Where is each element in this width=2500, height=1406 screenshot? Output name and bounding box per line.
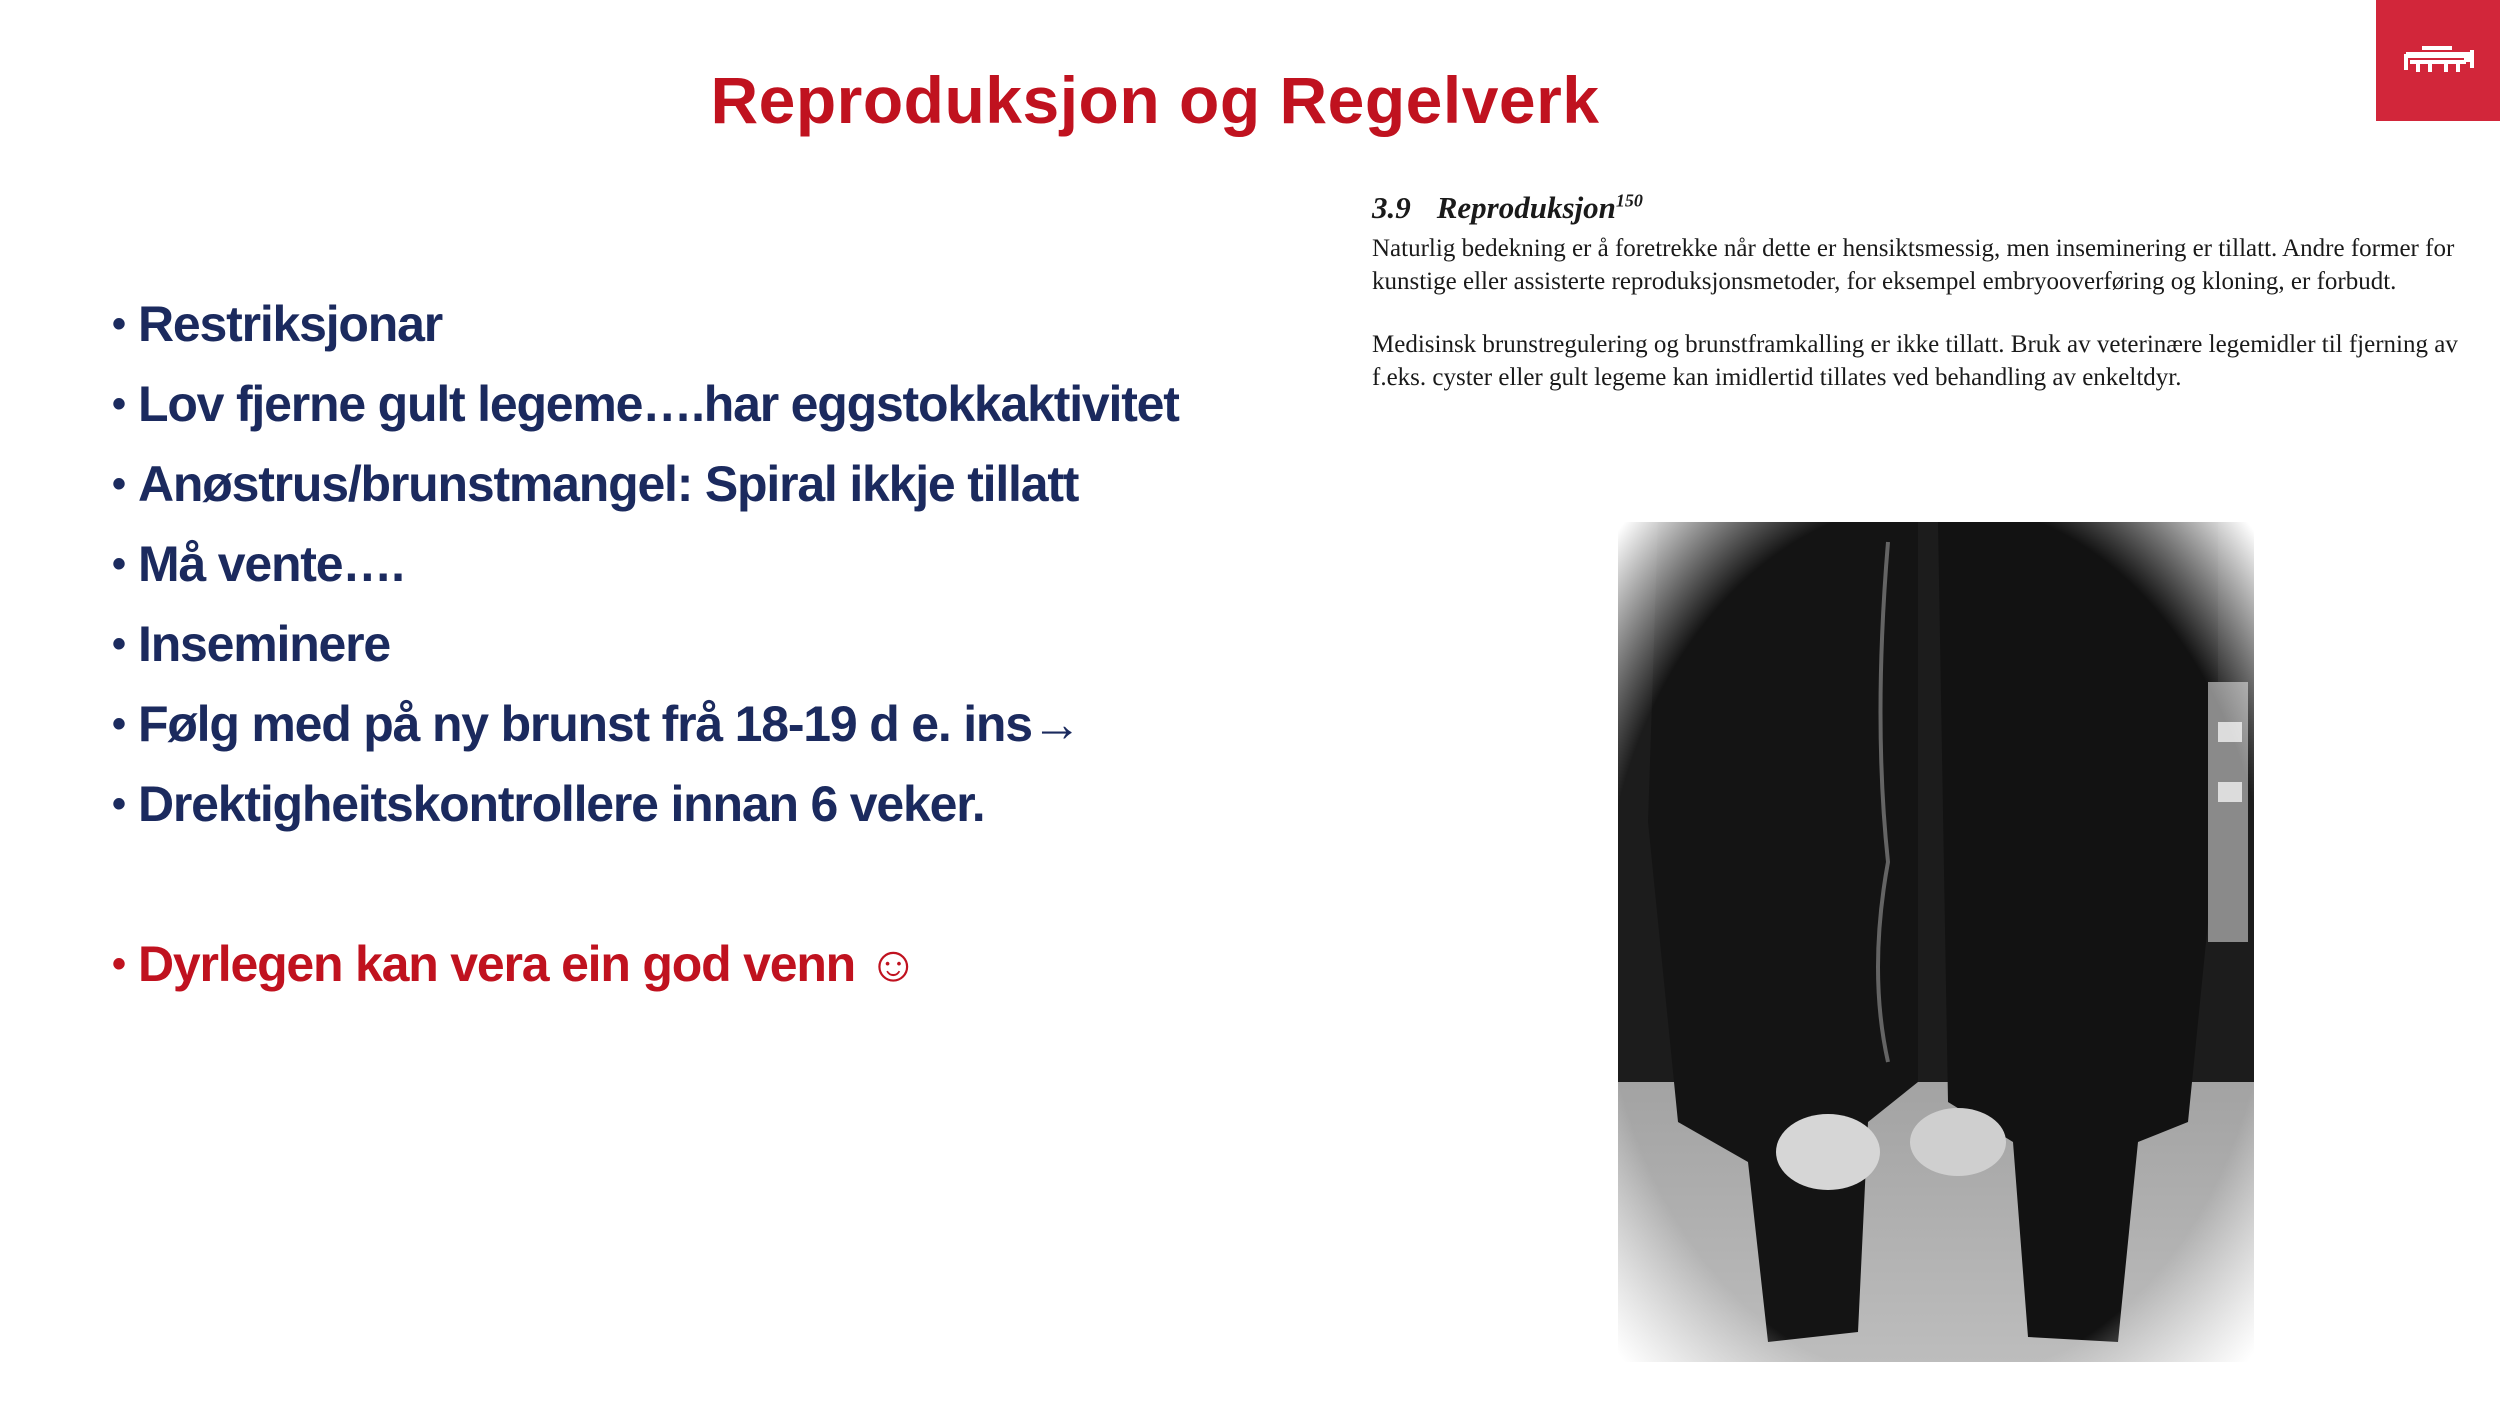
bullet-item [112, 292, 1179, 372]
section-title: Reproduksjon [1436, 190, 1616, 225]
bullet-item [112, 532, 1179, 612]
bullet-text: Restriksjonar [138, 296, 442, 352]
slide-title: Reproduksjon og Regelverk [710, 63, 1600, 137]
bullet-text: Inseminere [138, 616, 391, 672]
bullet-dot: • [112, 622, 125, 666]
bullet-text: Følg med på ny brunst frå 18-19 d e. ins→ [138, 696, 1081, 752]
excerpt-paragraph: Naturlig bedekning er å foretrekke når dette er hensiktsmessig, men inseminering er tillatt. Andre former for kunstige eller assisterte reproduksjonsmetoder, for eksempel embryooverføring og kloning, er forbudt. [1372, 235, 2455, 295]
bullet-dot: • [112, 462, 125, 506]
logo-icon [2376, 0, 2500, 121]
section-number: 3.9 [1372, 190, 1411, 225]
bullet-item [112, 372, 1179, 452]
highlight-bullet [112, 932, 1179, 1012]
bullet-dot: • [112, 942, 125, 986]
bullet-item [112, 772, 1179, 852]
bullet-dot: • [112, 702, 125, 746]
bullet-item [112, 692, 1179, 772]
regulation-excerpt [1372, 190, 2472, 424]
excerpt-paragraph: Medisinsk brunstregulering og brunstframkalling er ikke tillatt. Bruk av veterinære legemidler til fjerning av f.eks. cyster eller gult legeme kan imidlertid tillates ved behandling av enkeltdyr. [1372, 331, 2458, 391]
bullet-text: Lov fjerne gult legeme….har eggstokkaktivitet [138, 376, 1179, 432]
bullet-dot: • [112, 782, 125, 826]
bullet-text: Drektigheitskontrollere innan 6 veker. [138, 776, 985, 832]
bullet-dot: • [112, 382, 125, 426]
bullet-list [112, 292, 1179, 1012]
bullet-item [112, 612, 1179, 692]
footnote-ref: 150 [1615, 190, 1643, 211]
cow-hindquarters-photo [1618, 522, 2254, 1362]
bullet-text: Anøstrus/brunstmangel: Spiral ikkje tillatt [138, 456, 1079, 512]
excerpt-heading [1372, 190, 2472, 226]
bullet-text: Må vente…. [138, 536, 404, 592]
bullet-dot: • [112, 302, 125, 346]
bullet-item [112, 452, 1179, 532]
highlight-bullet-text: Dyrlegen kan vera ein god venn ☺ [138, 936, 918, 992]
bullet-dot: • [112, 542, 125, 586]
institution-logo [2376, 0, 2500, 121]
